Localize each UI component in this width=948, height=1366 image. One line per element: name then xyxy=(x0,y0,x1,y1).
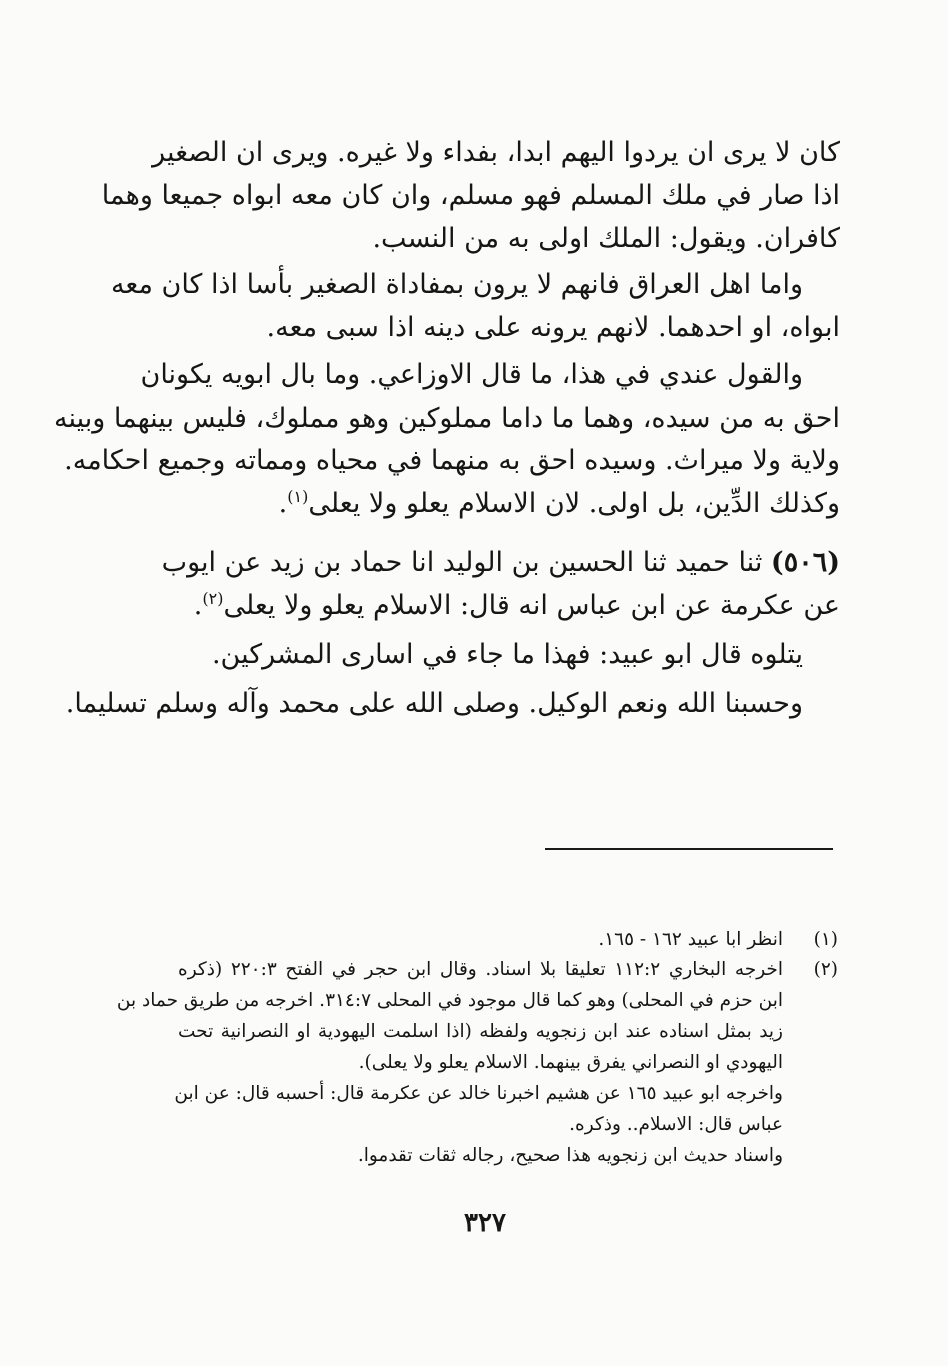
body-line: والقول عندي في هذا، ما قال الاوزاعي. وما بال ابويه يكونان xyxy=(140,359,803,390)
footnote-ref: (١) xyxy=(287,487,309,506)
footnote-text: اليهودي او النصراني يفرق بينهما. الاسلام يعلو ولا يعلى). xyxy=(358,1052,783,1073)
body-line: ولاية ولا ميراث. وسيده احق به منهما في محياه ومماته وجميع احكامه. xyxy=(64,445,840,476)
footnote-ref: (٢) xyxy=(202,589,224,608)
footnote-text: زيد بمثل اسناده عند ابن زنجويه ولفظه (اذا اسلمت اليهودية او النصرانية تحت xyxy=(178,1021,783,1042)
hadith-number: (٥٠٦) xyxy=(770,547,840,578)
body-line: اذا صار في ملك المسلم فهو مسلم، وان كان معه ابواه جميعا وهما xyxy=(101,180,840,211)
footnote-separator xyxy=(545,848,833,850)
body-line xyxy=(194,586,840,626)
body-text: عن عكرمة عن ابن عباس انه قال: الاسلام يعلو ولا يعلى xyxy=(223,590,840,621)
body-line: كافران. ويقول: الملك اولى به من النسب. xyxy=(372,223,840,254)
footnote-text: واسناد حديث ابن زنجويه هذا صحيح، رجاله ثقات تقدموا. xyxy=(357,1145,783,1166)
period: . xyxy=(278,488,288,519)
footnote-text: ابن حزم في المحلى) وهو كما قال موجود في المحلى ٣١٤:٧. اخرجه من طريق حماد بن xyxy=(116,990,783,1011)
body-line: كان لا يرى ان يردوا اليهم ابدا، بفداء ولا غيره. ويرى ان الصغير xyxy=(152,137,840,168)
hadith-line xyxy=(161,543,840,583)
footnote-text: انظر ابا عبيد ١٦٢ - ١٦٥. xyxy=(598,929,783,950)
footnote-number: (٢) xyxy=(813,959,838,980)
hadith-text: ثنا حميد ثنا الحسين بن الوليد انا حماد بن زيد عن ايوب xyxy=(161,547,763,578)
body-text: وكذلك الدِّين، بل اولى. لان الاسلام يعلو ولا يعلى xyxy=(308,488,840,519)
footnote-text: واخرجه ابو عبيد ١٦٥ عن هشيم اخبرنا خالد عن عكرمة قال: أحسبه قال: عن ابن xyxy=(174,1083,783,1104)
body-line: واما اهل العراق فانهم لا يرون بمفاداة الصغير بأسا اذا كان معه xyxy=(110,269,803,300)
period: . xyxy=(193,590,203,621)
footnote-number: (١) xyxy=(813,929,838,950)
body-line: ابواه، او احدهما. لانهم يرونه على دينه اذا سبى معه. xyxy=(266,312,840,343)
body-line: يتلوه قال ابو عبيد: فهذا ما جاء في اسارى المشركين. xyxy=(211,639,803,670)
page-number: ٣٢٧ xyxy=(464,1208,506,1238)
footnote-text: اخرجه البخاري ١١٢:٢ تعليقا بلا اسناد. وقال ابن حجر في الفتح ٢٢٠:٣ (ذكره xyxy=(178,959,783,980)
footnote-text: عباس قال: الاسلام.. وذكره. xyxy=(569,1114,783,1135)
body-line: احق به من سيده، وهما ما داما مملوكين وهو مملوك، فليس بينهما وبينه xyxy=(53,403,840,434)
body-line: وحسبنا الله ونعم الوكيل. وصلى الله على محمد وآله وسلم تسليما. xyxy=(65,688,803,719)
body-line xyxy=(279,484,840,524)
